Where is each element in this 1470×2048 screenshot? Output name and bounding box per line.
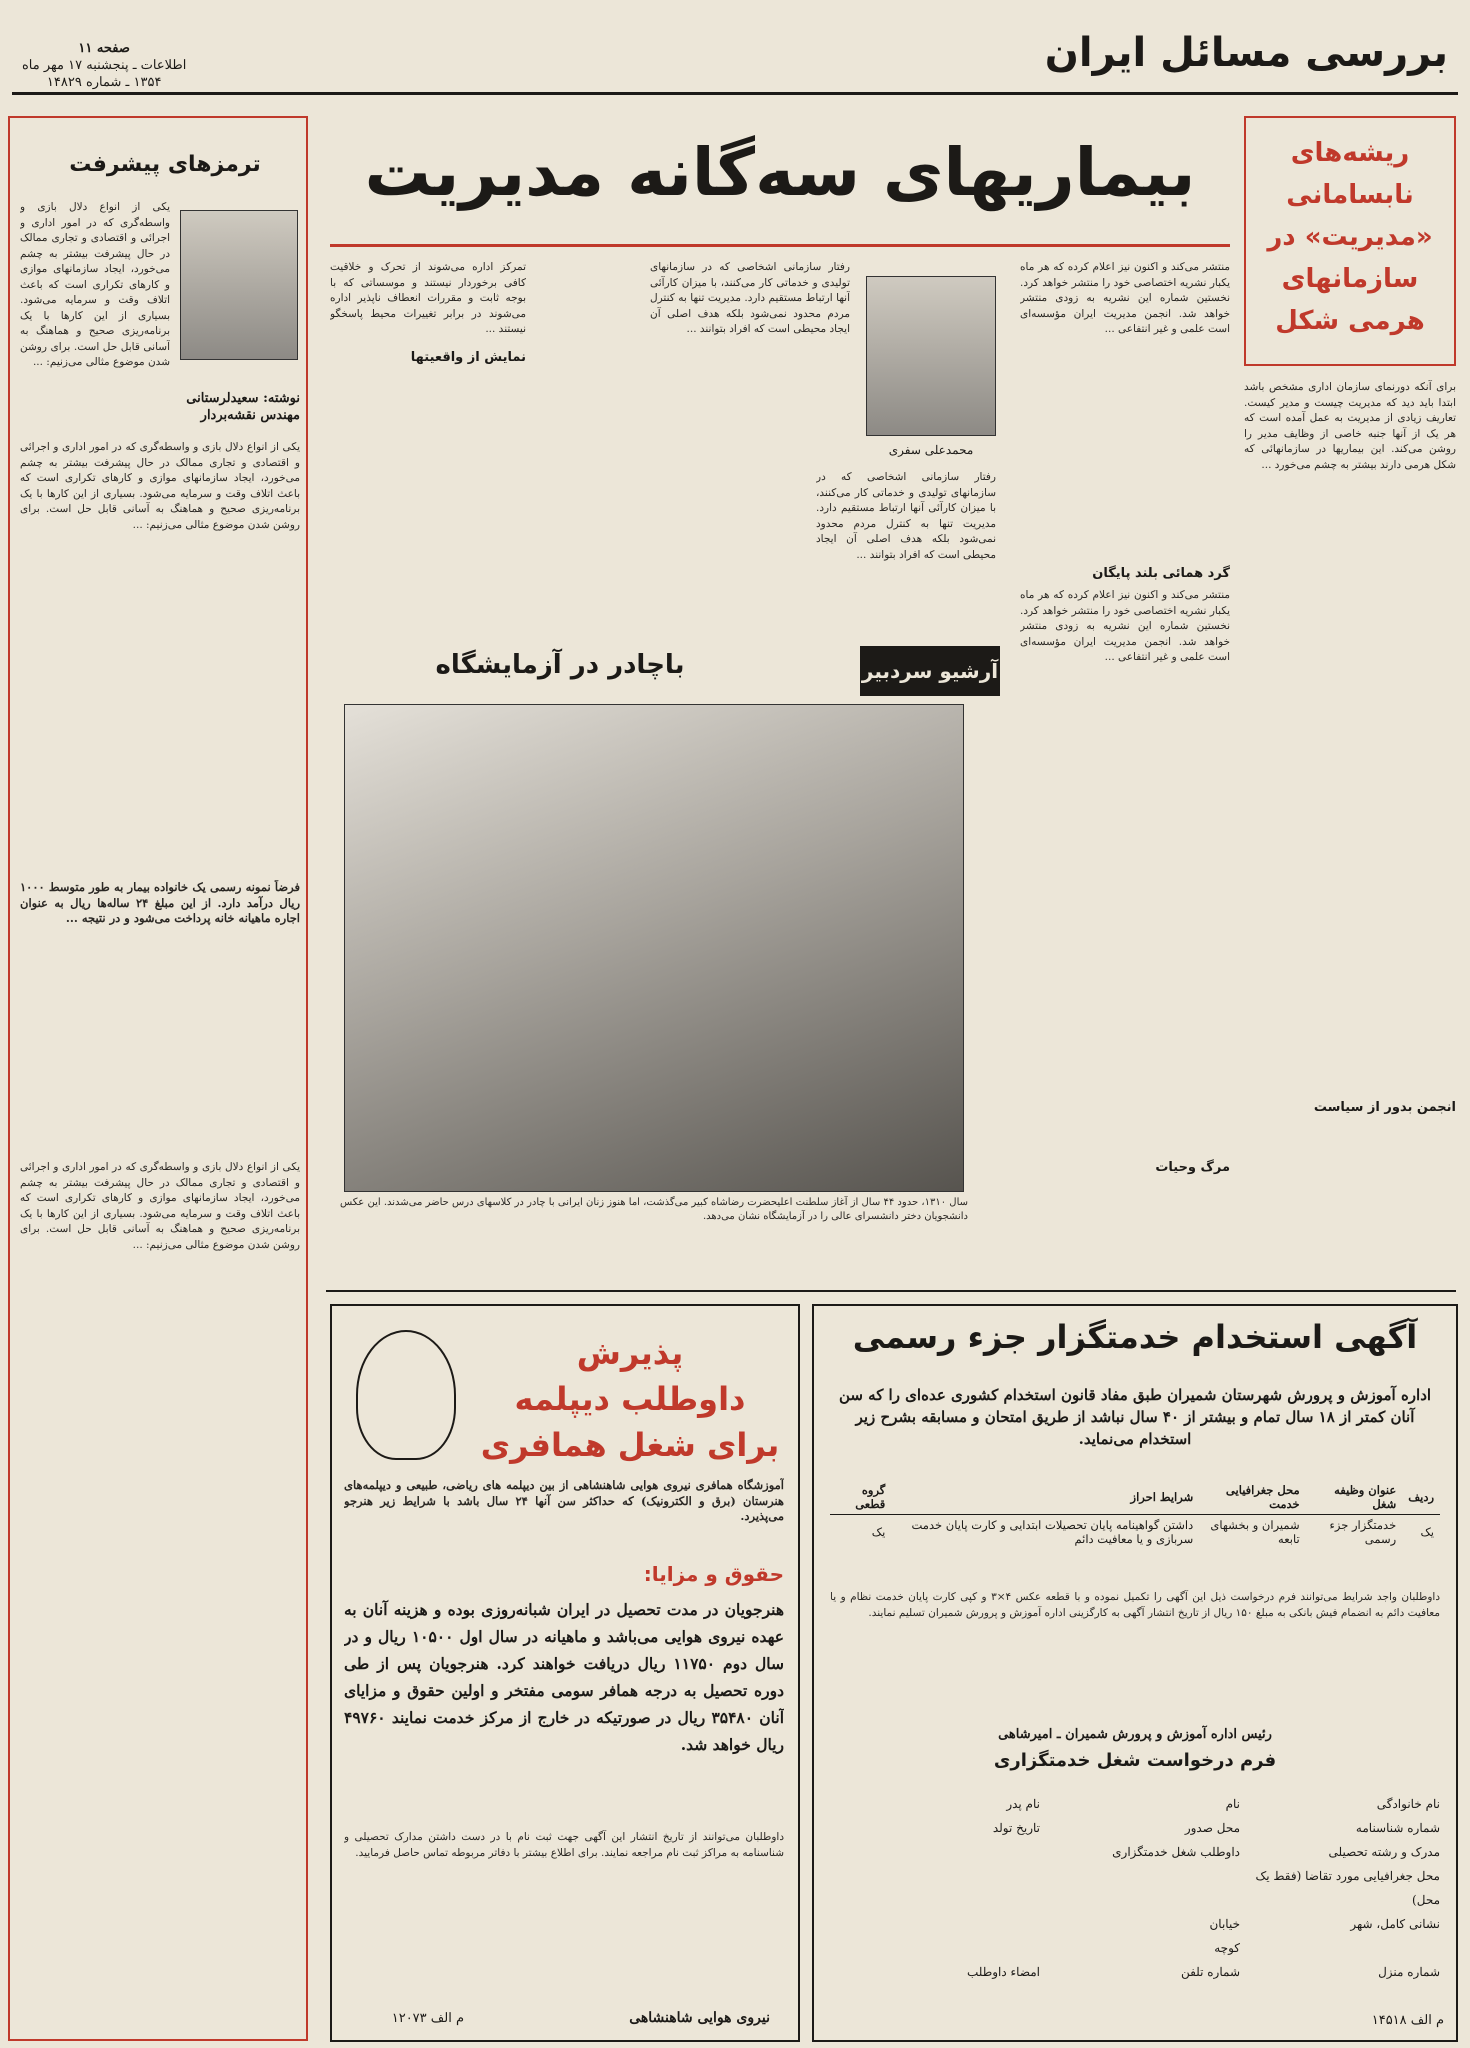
archive-label: آرشیو سردبیر	[860, 646, 1000, 696]
form-field: مدرک و رشته تحصیلی	[1328, 1845, 1440, 1859]
employment-form	[840, 1792, 1440, 1984]
table-header-row: ردیف	[1402, 1480, 1440, 1515]
form-field	[840, 1840, 1040, 1864]
airforce-ad-intro: آموزشگاه همافری نیروی هوایی شاهنشاهی از بین دیپلمه های ریاضی، طبیعی و دیپلمه‌های هنرستان (برق و الکترونیک) که حداکثر سن آنها ۲۴ سال باشد با شرایط زیر هنرجو می‌پذیرد.	[344, 1478, 784, 1523]
table-cell-row: یک	[1420, 1525, 1434, 1539]
table-cell-location: شمیران و بخشهای تابعه	[1210, 1518, 1300, 1546]
article-column-4: تمرکز اداره می‌شوند از تحرک و خلاقیت کافی برخوردار نیستند و موسساتی که با بوجه ثابت و مقررات انعطاف ناپذیر اداره می‌شوند در برابر تغییرات محیط پاسخگو نیستند ...	[330, 261, 526, 335]
airforce-ad-details: داوطلبان می‌توانند از تاریخ انتشار این آگهی جهت ثبت نام با در دست داشتن مدارک تحصیلی و شناسنامه به مراکز ثبت نام مراجعه نمایند. برای اطلاع بیشتر با دفاتر مربوطه تماس حاصل فرمایید.	[344, 1831, 784, 1859]
form-field: شماره تلفن	[1180, 1965, 1240, 1979]
subheading-life-death: مرگ وحیات	[1155, 1160, 1230, 1175]
form-field	[840, 1912, 1040, 1936]
form-field: داوطلب شغل خدمتگزاری	[1112, 1845, 1240, 1859]
form-row	[840, 1792, 1440, 1816]
article-column-3b: رفتار سازمانی اشخاصی که در سازمانهای تولیدی و خدماتی کار می‌کنند، با میزان کارآئی آنها ارتباط مستقیم دارد. مدیریت تنها به کنترل مردم محدود نمی‌شود بلکه هدف اصلی آن ایجاد محیطی است که افراد بتوانند ...	[816, 471, 996, 561]
author-caption: محمدعلی سفری	[888, 443, 974, 457]
form-field	[1040, 1864, 1240, 1912]
issue-date: اطلاعات ـ پنجشنبه ۱۷ مهر ماه	[22, 58, 187, 73]
form-row	[840, 1864, 1440, 1912]
form-field	[840, 1864, 1040, 1912]
form-field: محل صدور	[1184, 1821, 1240, 1835]
article-column-1: برای آنکه دورنمای سازمان اداری مشخص باشد ابتدا باید دید که مدیریت چیست و مدیر کیست. تعاریف زیادی از مدیریت به عمل آمده است که هر یک از آنها جنبه خاصی از وظایف مدیر را روشن می‌کند. این بیماریها در سازمانهائی که شکل هرمی دارند بیشتر به چشم می‌خورد ...	[1244, 381, 1456, 471]
issue-info	[22, 40, 186, 91]
airforce-ad-code: م الف ۱۲۰۷۳	[391, 2011, 464, 2026]
table-cell-group: یک	[871, 1525, 886, 1539]
author-portrait	[866, 276, 996, 436]
masthead-rule	[12, 92, 1458, 95]
ads-separator	[326, 1290, 1456, 1292]
airforce-ad-title-1: پذیرش	[576, 1334, 684, 1372]
table-header-location: محل جغرافیایی خدمت	[1199, 1480, 1305, 1515]
employment-ad-code: م الف ۱۴۵۱۸	[1371, 2013, 1444, 2028]
airforce-emblem-icon	[356, 1330, 456, 1460]
airforce-ad-signature: نیروی هوایی شاهنشاهی	[629, 2010, 770, 2026]
author-photo	[180, 210, 298, 360]
article-column-2: منتشر می‌کند و اکنون نیز اعلام کرده که هر ماه یکبار نشریه اختصاصی خود را منتشر خواهد کرد. نخستین شماره این نشریه به زودی منتشر خواهد شد. انجمن مدیریت ایران مؤسسه‌ای است علمی و غیر انتفاعی ...	[1020, 261, 1230, 335]
form-field: کوچه	[1214, 1941, 1240, 1955]
airforce-ad-body: هنرجویان در مدت تحصیل در ایران شبانه‌روزی بوده و هزینه آنان به عهده نیروی هوایی می‌باشد و ماهیانه در سال اول ۱۰۵۰۰ ریال و در سال دوم ۱۱۷۵۰ ریال دریافت خواهند کرد. هنرجویان پس از طی دوره تحصیل به درجه همافر سومی مفتخر و اولین حقوق و مزایای آنان ۳۵۴۸۰ ریال در صورتیکه در خارج از مرکز خدمت نمایند ۴۹۷۶۰ ریال خواهد شد.	[344, 1600, 784, 1754]
employment-ad-conditions: داوطلبان واجد شرایط می‌توانند فرم درخواست ذیل این آگهی را تکمیل نموده و با قطعه عکس ۴×۳ و کپی کارت پایان خدمت نظام و یا معافیت دائم به انضمام فیش بانکی به مبلغ ۱۵۰ ریال از تاریخ انتشار آگهی به کارگزینی اداره آموزش و پرورش شمیران تسلیم نمایند.	[830, 1591, 1440, 1619]
page-number: صفحه ۱۱	[78, 41, 130, 56]
left-column-intro: یکی از انواع دلال بازی و واسطه‌گری که در امور اداری و اجرائی و اقتصادی و تجاری ممالک در حال پیشرفت بیشتر به چشم می‌خورد، ایجاد سازمانهای موازی و کارهای تکراری است که باعث اتلاف وقت و سرمایه می‌شود. بسیاری از این کارها با یک برنامه‌ریزی صحیح و هماهنگ به آسانی قابل حل است. برای روشن شدن موضوع مثالی می‌زنیم: ...	[20, 201, 170, 368]
form-field: تاریخ تولد	[992, 1821, 1040, 1835]
main-headline: بیماریهای سه‌گانه مدیریت	[364, 134, 1196, 211]
form-field: شماره منزل	[1378, 1965, 1440, 1979]
form-field: نام خانوادگی	[1376, 1797, 1440, 1811]
headline-rule	[330, 244, 1230, 247]
left-column-body: یکی از انواع دلال بازی و واسطه‌گری که در امور اداری و اجرائی و اقتصادی و تجاری ممالک در حال پیشرفت بیشتر به چشم می‌خورد، ایجاد سازمانهای موازی و کارهای تکراری است که باعث اتلاف وقت و سرمایه می‌شود. بسیاری از این کارها با یک برنامه‌ریزی صحیح و هماهنگ به آسانی قابل حل است. برای روشن شدن موضوع مثالی می‌زنیم: ...	[20, 441, 300, 531]
employment-ad-title: آگهی استخدام خدمتگزار جزء رسمی	[852, 1318, 1418, 1356]
author-role: مهندس نقشه‌بردار	[200, 408, 300, 423]
archive-photo	[344, 704, 964, 1192]
subheading-gathering: گرد همائی بلند پایگان	[1092, 566, 1230, 581]
table-row	[830, 1515, 1440, 1550]
form-field: نام	[1225, 1797, 1240, 1811]
employment-ad-chief: رئیس اداره آموزش و پرورش شمیران ـ امیرشاهی	[998, 1727, 1272, 1742]
form-row	[840, 1912, 1440, 1936]
airforce-ad-title	[470, 1330, 790, 1468]
article-column-3: رفتار سازمانی اشخاصی که در سازمانهای تولیدی و خدماتی کار می‌کنند، با میزان کارآئی آنها ارتباط مستقیم دارد. مدیریت تنها به کنترل مردم محدود نمی‌شود بلکه هدف اصلی آن ایجاد محیطی است که افراد بتوانند ...	[650, 261, 850, 335]
employment-form-title: فرم درخواست شغل خدمتگزاری	[993, 1750, 1277, 1771]
sidebar-box	[1244, 116, 1456, 366]
form-field: نام پدر	[1006, 1797, 1040, 1811]
archive-caption: سال ۱۳۱۰، حدود ۴۴ سال از آغاز سلطنت اعلیحضرت رضاشاه کبیر می‌گذشت، اما هنوز زنان ایرانی با چادر در کلاسهای درس حاضر می‌شدند. این عکس دانشجویان دختر دانشسرای عالی را در آزمایشگاه نشان می‌دهد.	[340, 1197, 968, 1222]
archive-headline: باچادر در آزمایشگاه	[435, 650, 685, 680]
subheading-reality: نمایش از واقعیتها	[410, 350, 526, 365]
airforce-ad-title-3: برای شغل همافری	[480, 1426, 780, 1464]
left-column-bold-paragraph: فرضاً نمونه رسمی یک خانواده بیمار به طور متوسط ۱۰۰۰ ریال درآمد دارد. از این مبلغ ۲۴ ساله‌ها ریال به عنوان اجاره ماهیانه خانه پرداخت می‌شود و در نتیجه ...	[20, 880, 300, 925]
employment-table	[830, 1480, 1440, 1549]
table-header-group: گروه‌ قطعی	[830, 1480, 891, 1515]
form-field: شماره شناسنامه	[1355, 1821, 1440, 1835]
form-row	[840, 1816, 1440, 1840]
airforce-ad-subhead: حقوق و مزایا:	[643, 1562, 784, 1586]
form-field: محل جغرافیایی مورد تقاضا (فقط یک محل)	[1255, 1869, 1440, 1907]
table-header-title: عنوان وظیفه شغل	[1306, 1480, 1403, 1515]
form-field	[840, 1936, 1040, 1960]
form-row	[840, 1840, 1440, 1864]
left-column-continuation: یکی از انواع دلال بازی و واسطه‌گری که در امور اداری و اجرائی و اقتصادی و تجاری ممالک در حال پیشرفت بیشتر به چشم می‌خورد، ایجاد سازمانهای موازی و کارهای تکراری است که باعث اتلاف وقت و سرمایه می‌شود. بسیاری از این کارها با یک برنامه‌ریزی صحیح و هماهنگ به آسانی قابل حل است. برای روشن شدن موضوع مثالی می‌زنیم: ...	[20, 1161, 300, 1251]
form-field: نشانی کامل، شهر	[1350, 1917, 1440, 1931]
left-column-title: ترمزهای پیشرفت	[69, 152, 261, 177]
author-name: نوشته: سعیدلرستانی	[186, 391, 300, 406]
table-cell-title: خدمتگزار جزء رسمی	[1329, 1518, 1397, 1546]
table-header-conditions: شرایط احراز	[891, 1480, 1199, 1515]
employment-ad-intro: اداره آموزش و پرورش شهرستان شمیران طبق مفاد قانون استخدام کشوری عده‌ای را که سن آنان کمتر از ۱۸ سال تمام و بیشتر از ۴۰ سال نباشد از طریق امتحان و مسابقه بشرح زیر استخدام می‌نماید.	[838, 1386, 1432, 1448]
form-field: خیابان	[1209, 1917, 1240, 1931]
form-row	[840, 1936, 1440, 1960]
section-masthead: بررسی مسائل ایران	[1044, 30, 1448, 76]
form-field	[1240, 1936, 1440, 1960]
airforce-ad-title-2: داوطلب دیپلمه	[514, 1380, 746, 1418]
article-column-2-continued: منتشر می‌کند و اکنون نیز اعلام کرده که هر ماه یکبار نشریه اختصاصی خود را منتشر خواهد کرد. نخستین شماره این نشریه به زودی منتشر خواهد شد. انجمن مدیریت ایران مؤسسه‌ای است علمی و غیر انتفاعی ...	[1020, 589, 1230, 663]
table-cell-conditions: داشتن گواهینامه پایان تحصیلات ابتدایی و کارت پایان خدمت سربازی و یا معافیت دائم	[911, 1518, 1194, 1546]
form-row	[840, 1960, 1440, 1984]
form-field: امضاء داوطلب	[966, 1965, 1040, 1979]
subheading-independent: انجمن بدور از سیاست	[1313, 1100, 1456, 1115]
sidebar-box-text: ریشه‌های نابسامانی «مدیریت» در سازمانهای هرمی شکل	[1267, 138, 1433, 336]
issue-number: ۱۳۵۴ ـ شماره ۱۴۸۲۹	[46, 75, 162, 90]
